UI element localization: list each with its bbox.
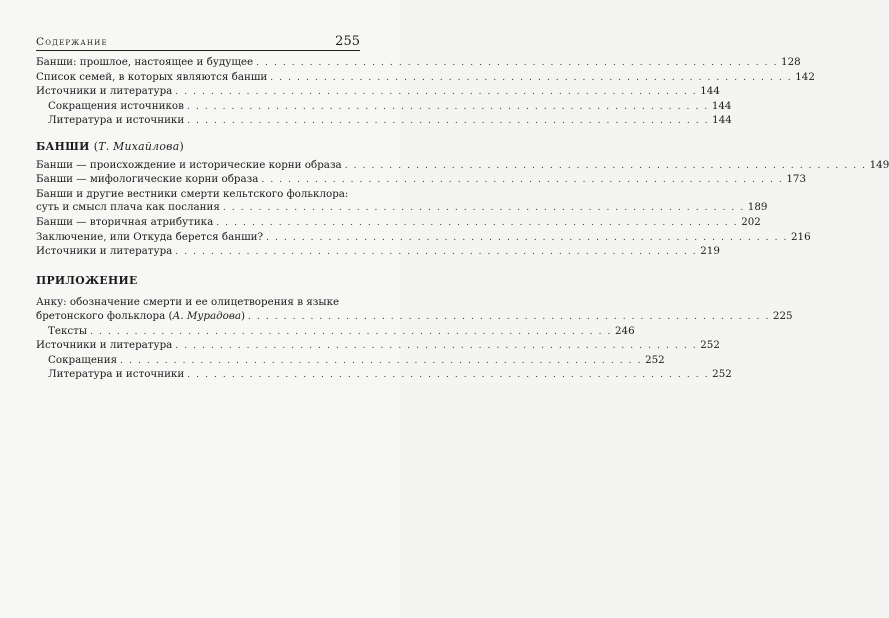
leader-dots [248,311,770,325]
leader-dots [223,202,745,216]
leader-dots [175,340,697,354]
toc-entry[interactable]: Список семей, в которых являются банши . . . 142 [36,71,360,86]
toc-subentry[interactable]: Сокращения . . . 252 [36,354,360,369]
leader-dots [266,232,788,246]
leader-dots [175,246,697,260]
leader-dots [187,101,709,115]
leader-dots [345,160,867,174]
leader-dots [187,115,709,129]
leader-dots [120,355,642,369]
section-heading-banshi: БАНШИ (Т. Михайлова) [36,139,184,153]
leader-dots [261,174,783,188]
toc-entry[interactable]: Источники и литература . . . 144 [36,85,360,100]
appendix-author: А. Мурадова [172,309,241,322]
toc-entry[interactable]: Банши — вторичная атрибутика . . . 202 [36,216,360,231]
toc-subentry[interactable]: Литература и источники . . . 144 [36,114,360,129]
toc-subentry[interactable]: Литература и источники . . . 252 [36,368,360,383]
leader-dots [256,57,778,71]
toc-entry[interactable]: Источники и литература . . . 219 [36,245,360,260]
page-number: 255 [335,34,360,49]
toc-entry[interactable]: Анку: обозначение смерти и ее олицетворения в языке бретонского фольклора (А. Мурадова) . . . 225 [36,296,360,324]
table-of-contents [36,56,889,383]
toc-entry[interactable]: Банши — происхождение и исторические корни образа . . . 149 [36,159,360,174]
leader-dots [90,326,612,340]
leader-dots [270,72,792,86]
toc-entry[interactable]: Заключение, или Откуда берется банши? . . . 216 [36,231,360,246]
section-heading-appendix: ПРИЛОЖЕНИЕ [36,273,138,287]
toc-subentry[interactable]: Сокращения источников . . . 144 [36,100,360,115]
leader-dots [175,86,697,100]
header-title: Содержание [36,36,108,48]
leader-dots [187,369,709,383]
leader-dots [216,217,738,231]
toc-subentry[interactable]: Тексты . . . 246 [36,325,360,340]
toc-entry[interactable]: Банши: прошлое, настоящее и будущее . . . 128 [36,56,360,71]
section-author: (Т. Михайлова) [93,139,184,153]
toc-entry[interactable]: Банши — мифологические корни образа . . . 173 [36,173,360,188]
toc-entry[interactable]: Источники и литература . . . 252 [36,339,360,354]
toc-entry[interactable]: Банши и другие вестники смерти кельтского фольклора: суть и смысл плача как послания . . . 189 [36,188,360,216]
running-header [36,30,360,51]
